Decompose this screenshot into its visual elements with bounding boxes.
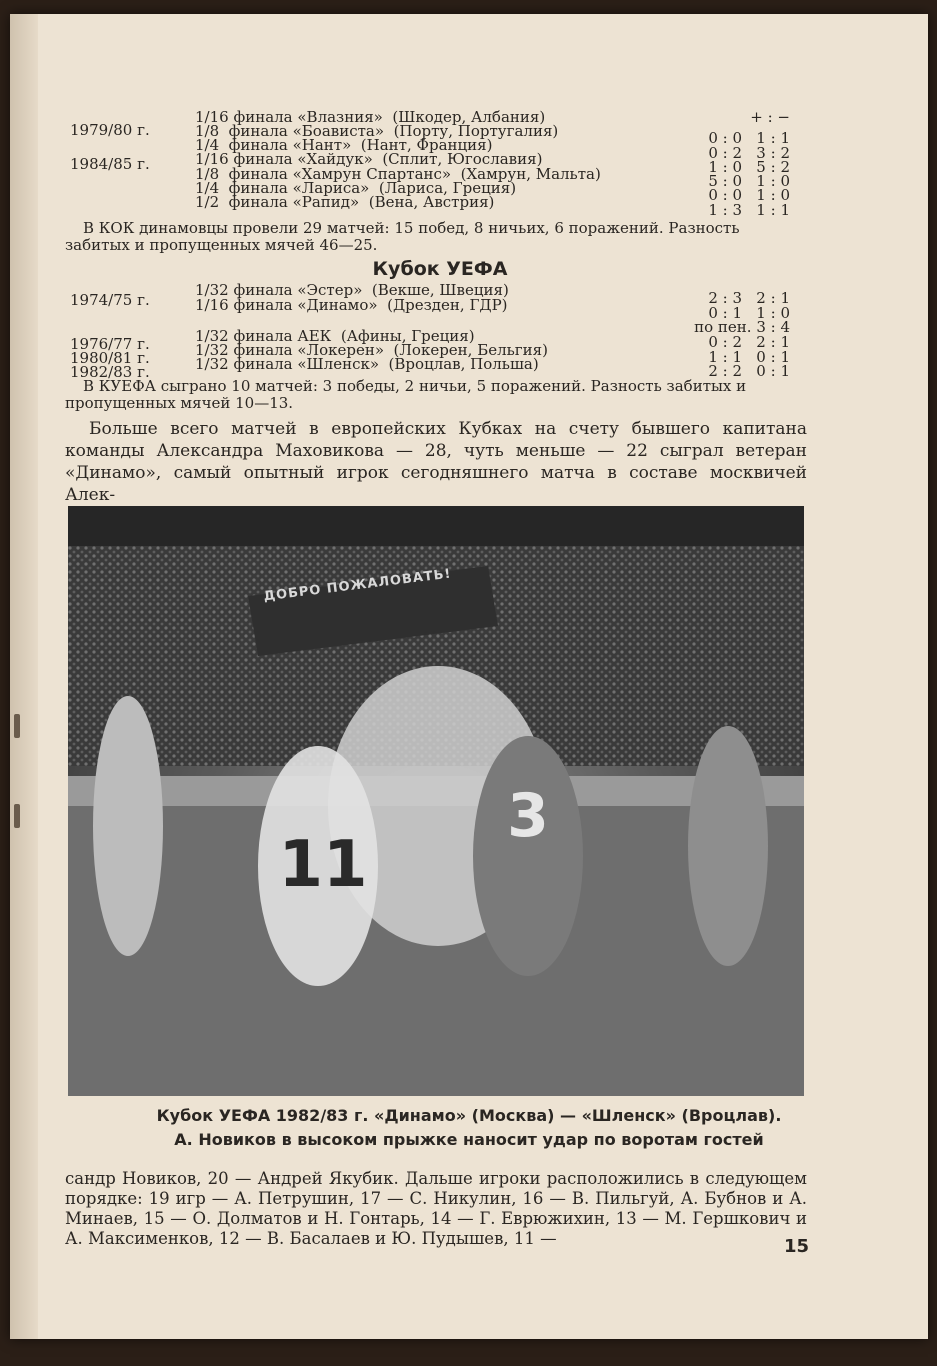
- kok-score: 5 : 0 1 : 0: [708, 172, 790, 190]
- score-header: + : −: [750, 108, 790, 126]
- uefa-score: 0 : 2 2 : 1: [708, 333, 790, 351]
- jersey-number-right: 3: [507, 781, 549, 851]
- uefa-desc: 1/32 финала «Локерен» (Локерен, Бельгия): [195, 341, 548, 359]
- paragraph-players: Больше всего матчей в европейских Кубках на счету бывшего капитана команды Александра Маховикова — 28, чуть меньше — 22 сыграл ветеран «Динамо», самый опытный игрок сегодняшнего матча в составе москвичей Алек-: [65, 419, 807, 505]
- uefa-desc: 1/32 финала «Шленск» (Вроцлав, Польша): [195, 355, 539, 373]
- kok-score: 0 : 2 3 : 2: [708, 144, 790, 162]
- uefa-score-penalty: по пен. 3 : 4: [694, 318, 790, 336]
- uefa-desc: 1/32 финала «Эстер» (Векше, Швеция): [195, 281, 509, 299]
- photo-illustration: [68, 506, 804, 1096]
- uefa-year: 1974/75 г.: [70, 291, 150, 309]
- uefa-score: 2 : 2 0 : 1: [708, 362, 790, 380]
- match-photo: [68, 506, 804, 1096]
- uefa-heading: Кубок УЕФА: [372, 258, 508, 280]
- kok-desc: 1/4 финала «Лариса» (Лариса, Греция): [195, 179, 517, 197]
- uefa-year: 1980/81 г.: [70, 349, 150, 367]
- kok-score: 0 : 0 1 : 0: [708, 186, 790, 204]
- kok-desc: 1/2 финала «Рапид» (Вена, Австрия): [195, 193, 495, 211]
- photo-caption-line1: Кубок УЕФА 1982/83 г. «Динамо» (Москва) — «Шленск» (Вроцлав).: [156, 1106, 782, 1125]
- page-number: 15: [784, 1236, 810, 1257]
- uefa-score: 2 : 3 2 : 1: [708, 289, 790, 307]
- uefa-desc: 1/32 финала АЕК (Афины, Греция): [195, 327, 475, 345]
- booklet-page: [10, 14, 928, 1339]
- uefa-year: 1976/77 г.: [70, 335, 150, 353]
- kok-summary: В КОК динамовцы провели 29 матчей: 15 побед, 8 ничьих, 6 поражений. Разность забитых и пропущенных мячей 46—25.: [65, 219, 740, 254]
- kok-desc: 1/8 финала «Боависта» (Порту, Португалия): [195, 122, 559, 140]
- uefa-desc: 1/16 финала «Динамо» (Дрезден, ГДР): [195, 296, 508, 314]
- kok-score: 1 : 0 5 : 2: [708, 158, 790, 176]
- uefa-summary: В КУЕФА сыграно 10 матчей: 3 победы, 2 ничьи, 5 поражений. Разность забитых и пропущенных мячей 10—13.: [65, 377, 747, 412]
- kok-year: 1984/85 г.: [70, 155, 150, 173]
- kok-year: 1979/80 г.: [70, 121, 150, 139]
- kok-score: 0 : 0 1 : 1: [708, 129, 790, 147]
- stadium-banner: ДОБРО ПОЖАЛОВАТЬ!: [262, 566, 453, 605]
- paragraph-players-cont: сандр Новиков, 20 — Андрей Якубик. Дальше игроки расположились в следующем порядке: 19 игр — А. Петрушин, 17 — С. Никулин, 16 — В. Пильгуй, А. Бубнов и А. Минаев, 15 — О. Долматов и Н. Гонтарь, 14 — Г. Еврюжихин, 13 — М. Гершкович и А. Максименков, 12 — В. Басалаев и Ю. Пудышев, 11 —: [65, 1169, 807, 1248]
- photo-caption-line2: А. Новиков в высоком прыжке наносит удар по воротам гостей: [174, 1130, 764, 1149]
- uefa-score: 1 : 1 0 : 1: [708, 348, 790, 366]
- kok-desc: 1/4 финала «Нант» (Нант, Франция): [195, 136, 493, 154]
- staple: [14, 714, 20, 738]
- kok-desc: 1/16 финала «Влазния» (Шкодер, Албания): [195, 108, 546, 126]
- jersey-number-left: 11: [278, 828, 368, 902]
- staple: [14, 804, 20, 828]
- kok-desc: 1/8 финала «Хамрун Спартанс» (Хамрун, Мальта): [195, 165, 601, 183]
- kok-desc: 1/16 финала «Хайдук» (Сплит, Югославия): [195, 150, 543, 168]
- uefa-score: 0 : 1 1 : 0: [708, 304, 790, 322]
- uefa-year: 1982/83 г.: [70, 363, 150, 381]
- kok-score: 1 : 3 1 : 1: [708, 201, 790, 219]
